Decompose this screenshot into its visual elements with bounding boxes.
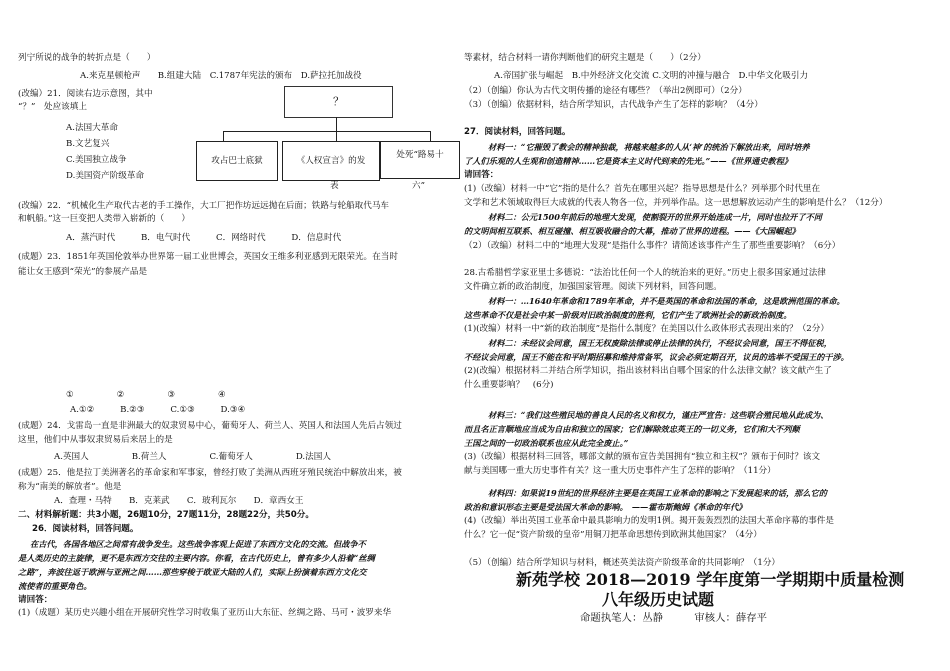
diagram-box-execution: 处死“路易十 <box>380 141 460 179</box>
q23-options: A.①② B.②③ C.①③ D.③④ <box>70 405 246 415</box>
q21-option-b: B.文艺复兴 <box>66 139 110 149</box>
diagram-top-box: ？ <box>284 86 393 118</box>
q26-answer-prompt: 请回答： <box>18 595 53 605</box>
q28-material-1-2: 这些革命不仅是社会中某一阶级对旧政治制度的胜利，它们产生了欧洲社会的新政治制度。 <box>464 310 792 320</box>
q22-stem: (改编）22．“机械化生产取代古老的手工操作，大工厂把作坊远远抛在后面；铁路与轮船取代马车 <box>18 201 390 211</box>
diagram-branch-left <box>223 131 224 141</box>
q28-sub-3: (3)（改编）根据材料三回答，哪部文献的颁布宣告美国拥有“独立和主权”？颁布于何时？该文 <box>464 452 821 462</box>
q28-sub-4: (4)（改编）举出英国工业革命中最具影响力的发明1例。揭开轰轰烈烈的法国大革命序幕的事件是 <box>464 516 834 526</box>
q26-sub-1: (1)（成题）某历史兴趣小组在开展研究性学习时收集了亚历山大东征、丝绸之路、马可・波罗来华 <box>18 608 392 618</box>
q27-sub-1-2: 文学和艺术领域取得巨大成就的代表人物各一位，并列举作品。这一思想解放运动产生的影响是什么？（12分） <box>464 198 888 208</box>
q28-stem-2: 文件确立新的政治制度，加强国家管理。阅读下列材料，回答问题。 <box>464 282 722 292</box>
q26-sub-1-options: A.帝国扩张与崛起 B.中外经济文化交流 C.文明的冲撞与融合 D.中华文化吸引力 <box>494 71 809 81</box>
q27-heading: 27．阅读材料，回答问题。 <box>464 127 571 137</box>
q25-stem-2: 称为“南美的解放者”。他是 <box>18 482 122 492</box>
q21-option-d: D.美国资产阶级革命 <box>66 171 145 181</box>
q26-material-2: 是人类历史的主旋律，更不是东西方交往的主要内容。你看，在古代历史上，曾有多少人沿着“丝绸 <box>18 553 375 563</box>
q24-stem-2: 这里，他们中从事奴隶贸易后来居上的是 <box>18 435 173 445</box>
q23-stem-2: 能让女王感到“荣光”的参展产品是 <box>18 267 148 277</box>
q28-material-3-3: 王国之间的一切政治联系也应从此完全废止。” <box>464 438 629 448</box>
q27-answer-prompt: 请回答： <box>464 170 499 180</box>
diagram-branch-line <box>223 131 431 132</box>
q27-material-1: 材料一：“它摧毁了教会的精神独裁，将越来越多的人从‘神’的统治下解放出来，同时培养 <box>488 142 810 152</box>
diagram-branch-middle <box>336 131 337 141</box>
q26-heading: 26．阅读材料，回答问题。 <box>32 524 139 534</box>
diagram-branch-right <box>430 131 431 141</box>
q25-options: A．查理・马特 B．克莱武 C．玻利瓦尔 D．章西女王 <box>54 496 304 506</box>
q26-sub-2: （2）（创编）你认为古代文明传播的途径有哪些？（举出2例即可）（2分） <box>464 86 747 96</box>
q25-stem: (成题）25．他是拉丁美洲著名的革命家和军事家，曾经打败了美洲从西班牙殖民统治中解放出来，被 <box>18 468 402 478</box>
q26-material-1: 在古代，各国各地区之间常有战争发生。这些战争客观上促进了东西方文化的交流。但战争不 <box>30 539 366 549</box>
q27-sub-2: （2）（改编）材料二中的“地理大发现”是指什么事件？请简述该事件产生了那些重要影响？（6分） <box>464 241 841 251</box>
diagram-declaration-overflow: 表 <box>330 181 339 191</box>
q24-options: A.英国人 B.荷兰人 C.葡萄牙人 D.法国人 <box>54 452 331 462</box>
diagram-box-declaration <box>282 141 380 181</box>
diagram-execution-overflow: 六” <box>412 181 425 191</box>
q27-material-2-2: 的文明间相互联系、相互碰撞、相互吸收融合的大幕，推动了世界的进程。——《大国崛起》 <box>464 226 800 236</box>
q24-stem: (成题）24．戈雷岛一直是非洲最大的奴隶贸易中心，葡萄牙人、荷兰人、英国人和法国人先后占领过 <box>18 421 402 431</box>
right-column <box>464 0 919 671</box>
q28-sub-2-2: 什么重要影响？ (6分) <box>464 380 554 390</box>
q22-stem-2: 和帆船。”这一巨变把人类带入崭新的（ ） <box>18 214 190 224</box>
q21-stem-2: “？” 处应该填上 <box>18 102 87 112</box>
q28-material-1: 材料一：…1640年革命和1789年革命，并不是英国的革命和法国的革命，这是欧洲范围的革命。 <box>488 296 845 306</box>
diagram-box-bastille: 攻占巴士底狱 <box>196 141 278 181</box>
q22-options: A．蒸汽时代 B．电气时代 C．网络时代 D．信息时代 <box>66 233 342 243</box>
q23-stem: (成题）23．1851年英国伦敦举办世界第一届工业世博会，英国女王维多利亚感到无限荣光。在当时 <box>18 252 398 262</box>
q28-material-2-2: 不经议会同意，国王不能在和平时期招募和维持常备军，议会必须定期召开，议员的选举不受国王的干涉。 <box>464 352 849 362</box>
q26-material-3: 之路”，奔波往返于欧洲与亚洲之间……那些穿梭于欧亚大陆的人们，实际上扮演着东西方文化交 <box>18 567 367 577</box>
q28-material-4-2: 政治和意识形态主要是受法国大革命的影响。 ——霍布斯鲍姆《革命的年代》 <box>464 502 747 512</box>
q27-material-1-2: 了人们乐观的人生观和创造精神……它是资本主义时代到来的先光。”——《世界通史教程》 <box>464 156 793 166</box>
exam-title: 新苑学校 2018—2019 学年度第一学期期中质量检测 <box>516 570 905 589</box>
exam-authors: 命题执笔人：丛静 审核人：薛存平 <box>580 612 768 624</box>
q28-material-3-2: 而且名正言顺地应当成为自由和独立的国家；它们解除效忠英王的一切义务，它们和大不列颠 <box>464 424 800 434</box>
q28-sub-5: （5）（创编）结合所学知识与材料，概述英美法资产阶级革命的共同影响？（1分） <box>464 558 781 568</box>
q21-option-a: A.法国大革命 <box>66 123 118 133</box>
q27-sub-1: (1)（改编）材料一中“它”指的是什么？首先在哪里兴起？指导思想是什么？列举那个时代里在 <box>464 184 821 194</box>
q28-sub-3-2: 献与美国哪一重大历史事件有关？这一重大历史事件产生了怎样的影响？（11分） <box>464 466 776 476</box>
left-column <box>18 0 456 671</box>
q27-material-2: 材料二：公元1500年前后的地理大发现，使割裂开的世界开始连成一片，同时也拉开了不同 <box>488 212 822 222</box>
q28-sub-4-2: 什么？它一促“资产阶级的皇帝”用铜刀把革命思想传到欧洲其他国家？（4分） <box>464 530 762 540</box>
q28-sub-1: (1)(改编）材料一中“新的政治制度”是指什么制度？在美国以什么政体形式表现出来的？（2分） <box>464 324 829 334</box>
q26-material-4: 流使者的重要角色。 <box>18 581 92 591</box>
q28-material-4: 材料四：如果说19世纪的世界经济主要是在英国工业革命的影响之下发展起来的话，那么它的 <box>488 488 827 498</box>
q28-sub-2: (2)(改编）根据材料二并结合所学知识，指出该材料出自哪个国家的什么法律文献？该文献产生了 <box>464 366 832 376</box>
q21-option-c: C.美国独立战争 <box>66 155 127 165</box>
section-2-heading: 二、材料解析题：共3小题，26题10分，27题11分，28题22分，共50分。 <box>18 510 314 520</box>
q26-sub-3: （3）（创编）依据材料，结合所学知识，古代战争产生了怎样的影响？（4分） <box>464 100 763 110</box>
q28-stem: 28.古希腊哲学家亚里士多德说：“法治比任何一个人的统治来的更好。”历史上很多国家通过法律 <box>464 268 826 278</box>
exam-subject-title: 八年级历史试题 <box>602 590 715 609</box>
q26-sub-1-cont: 等素材，结合材料一请你判断他们的研究主题是（ ）（2分） <box>464 53 706 63</box>
q28-material-3: 材料三：“我们这些殖民地的善良人民的名义和权力，谨庄严宣告：这些联合殖民地从此成为、 <box>488 410 829 420</box>
q21-stem: (改编）21．阅读右边示意图，其中 <box>18 89 153 99</box>
q20-stem: 列宁所说的战争的转折点是（ ） <box>18 53 156 63</box>
diagram-declaration-text: 《人权宣言》的发 <box>296 156 366 166</box>
diagram-stem-line <box>336 117 337 131</box>
q20-options: A.来克星顿枪声 B.组建大陆 C.1787年宪法的颁布 D.萨拉托加战役 <box>80 71 362 81</box>
q23-image-labels: ① ② ③ ④ <box>66 390 226 400</box>
q28-material-2: 材料二：未经议会同意，国王无权废除法律或停止法律的执行，不经议会同意，国王不得征税， <box>488 338 832 348</box>
